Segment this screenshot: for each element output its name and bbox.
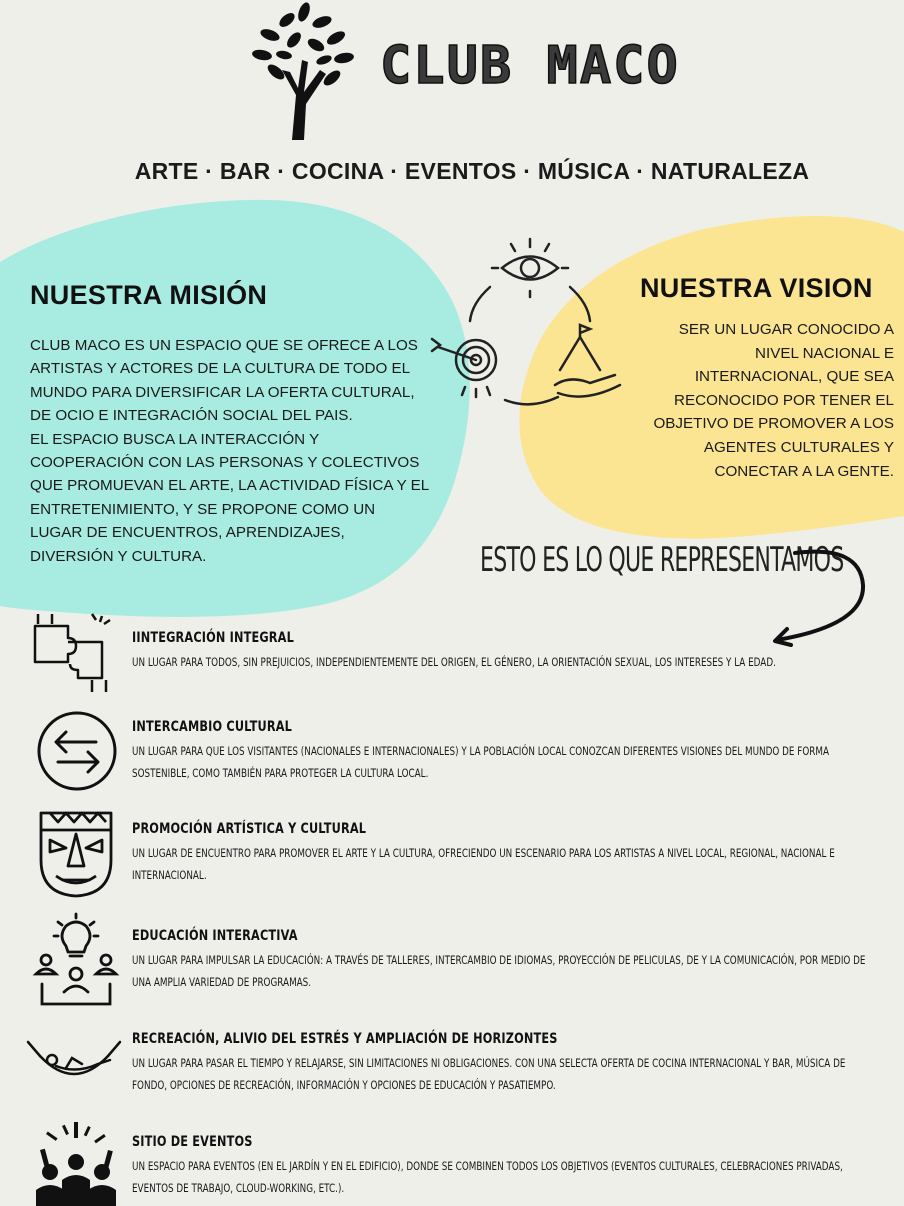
- mision-text: [30, 334, 430, 568]
- list-item-integracion: [132, 630, 892, 674]
- item-desc: UN LUGAR PARA PASAR EL TIEMPO Y RELAJARSE, SIN LIMITACIONES NI OBLIGACIONES. CON UNA SELECTA OFERTA DE COCINA INTERNACIONAL Y BAR, MÚSICA DE FONDO, OPCIONES DE RECREACIÓN, INFORMACIÓN Y OPCIONES DE EDUCACIÓN Y PASATIEMPO.: [132, 1056, 846, 1092]
- vision-title: NUESTRA VISION: [640, 273, 873, 303]
- vision-text: SER UN LUGAR CONOCIDO A NIVEL NACIONAL E INTERNACIONAL, QUE SEA RECONOCIDO POR TENER EL OBJETIVO DE PROMOVER A LOS AGENTES CULTURALES Y CONECTAR A LA GENTE.: [653, 321, 894, 480]
- cycle-diagram-icon: [410, 225, 640, 415]
- item-title: INTERCAMBIO CULTURAL: [132, 719, 293, 735]
- mision-title: NUESTRA MISIÓN: [30, 280, 268, 310]
- list-item-promocion: [132, 821, 892, 886]
- item-desc: UN ESPACIO PARA EVENTOS (EN EL JARDÍN Y EN EL EDIFICIO), DONDE SE COMBINEN TODOS LOS OBJETIVOS (EVENTOS CULTURALES, CELEBRACIONES PRIVADAS, EVENTOS DE TRABAJO, CLOUD-WORKING, ETC.).: [132, 1159, 843, 1195]
- tribal-mask-icon: [38, 810, 114, 898]
- mision-paragraph-1: CLUB MACO ES UN ESPACIO QUE SE OFRECE A LOS ARTISTAS Y ACTORES DE LA CULTURA DE TODO EL MUNDO PARA DIVERSIFICAR LA OFERTA CULTURAL, DE OCIO E INTEGRACIÓN SOCIAL DEL PAIS.: [30, 337, 418, 425]
- item-desc: UN LUGAR PARA QUE LOS VISITANTES (NACIONALES E INTERNACIONALES) Y LA POBLACIÓN LOCAL CONOZCAN DIFERENTES VISIONES DEL MUNDO DE FORMA SOSTENIBLE, COMO TAMBIÉN PARA PROTEGER LA CULTURA LOCAL.: [132, 744, 829, 780]
- represent-heading: ESTO ES LO QUE REPRESENTAMOS: [480, 540, 844, 580]
- brand-name: CLUB MACO: [380, 36, 680, 96]
- list-item-eventos: [132, 1134, 892, 1199]
- hammock-icon: [26, 1034, 122, 1090]
- item-desc: UN LUGAR PARA IMPULSAR LA EDUCACIÓN: A TRAVÉS DE TALLERES, INTERCAMBIO DE IDIOMAS, PROYECCIÓN DE PELICULAS, DE Y LA COMUNICACIÓN, POR MEDIO DE UNA AMPLIA VARIEDAD DE PROGRAMAS.: [132, 953, 866, 989]
- puzzle-hands-icon: [30, 612, 114, 694]
- exchange-arrows-icon: [36, 710, 118, 792]
- item-desc: UN LUGAR DE ENCUENTRO PARA PROMOVER EL ARTE Y LA CULTURA, OFRECIENDO UN ESCENARIO PARA LOS ARTISTAS A NIVEL LOCAL, REGIONAL, NACIONAL E INTERNACIONAL.: [132, 846, 835, 882]
- list-item-intercambio: [132, 719, 892, 784]
- mision-paragraph-2: EL ESPACIO BUSCA LA INTERACCIÓN Y COOPERACIÓN CON LAS PERSONAS Y COLECTIVOS QUE PROMUEVAN EL ARTE, LA ACTIVIDAD FÍSICA Y EL ENTRETENIMIENTO, Y SE PROPONE COMO UN LUGAR DE ENCUENTROS, APRENDIZAJES, DIVERSIÓN Y CULTURA.: [30, 430, 429, 565]
- tagline: ARTE · BAR · COCINA · EVENTOS · MÚSICA · NATURALEZA: [134, 158, 810, 184]
- tree-logo-icon: [232, 0, 362, 145]
- item-title: RECREACIÓN, ALIVIO DEL ESTRÉS Y AMPLIACIÓN DE HORIZONTES: [132, 1031, 558, 1047]
- item-title: EDUCACIÓN INTERACTIVA: [132, 928, 298, 944]
- item-title: IINTEGRACIÓN INTEGRAL: [132, 630, 294, 646]
- lightbulb-people-icon: [32, 912, 120, 1008]
- item-title: PROMOCIÓN ARTÍSTICA Y CULTURAL: [132, 821, 367, 837]
- item-desc: UN LUGAR PARA TODOS, SIN PREJUICIOS, INDEPENDIENTEMENTE DEL ORIGEN, EL GÉNERO, LA ORIENTACIÓN SEXUAL, LOS INTERESES Y LA EDAD.: [132, 655, 776, 669]
- list-item-educacion: [132, 928, 892, 993]
- crowd-cheering-icon: [32, 1120, 120, 1206]
- list-item-recreacion: [132, 1031, 892, 1096]
- item-title: SITIO DE EVENTOS: [132, 1134, 253, 1150]
